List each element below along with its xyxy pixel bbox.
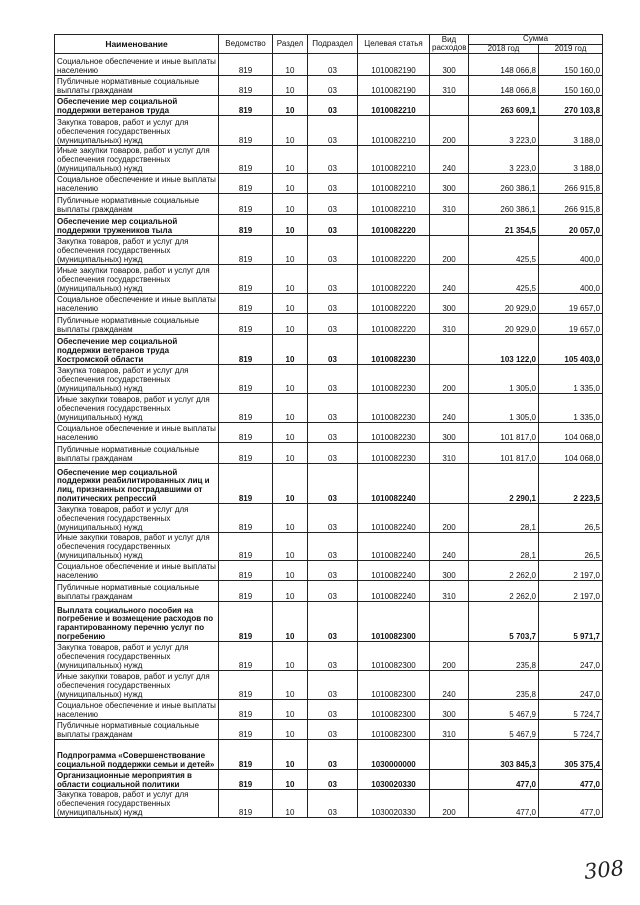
cell-subsection: 03 <box>308 365 358 394</box>
table-row <box>55 700 603 720</box>
cell-name: Закупка товаров, работ и услуг для обеспечения государственных (муниципальных) нужд <box>55 116 219 146</box>
cell-sum-2018: 28,1 <box>469 533 539 561</box>
cell-dept: 819 <box>219 770 273 790</box>
cell-subsection: 03 <box>308 215 358 236</box>
cell-sum-2019: 2 197,0 <box>539 561 603 581</box>
cell-sum-2019: 19 657,0 <box>539 314 603 335</box>
cell-subsection: 03 <box>308 423 358 443</box>
table-row <box>55 581 603 602</box>
cell-section: 10 <box>273 146 308 174</box>
cell-sum-2018: 235,8 <box>469 671 539 700</box>
cell-subsection: 03 <box>308 504 358 533</box>
cell-exp-type: 240 <box>430 146 469 174</box>
cell-name: Обеспечение мер социальной поддержки ветеранов труда Костромской области <box>55 335 219 365</box>
cell-subsection: 03 <box>308 174 358 194</box>
cell-name: Публичные нормативные социальные выплаты гражданам <box>55 194 219 215</box>
cell-section: 10 <box>273 96 308 116</box>
cell-dept: 819 <box>219 504 273 533</box>
cell-target: 1010082220 <box>358 265 430 294</box>
cell-subsection: 03 <box>308 54 358 76</box>
cell-target: 1010082210 <box>358 194 430 215</box>
table-row <box>55 770 603 790</box>
cell-sum-2019: 105 403,0 <box>539 335 603 365</box>
cell-subsection: 03 <box>308 314 358 335</box>
cell-dept: 819 <box>219 174 273 194</box>
cell-sum-2019: 26,5 <box>539 504 603 533</box>
cell-sum-2019: 20 057,0 <box>539 215 603 236</box>
cell-exp-type: 300 <box>430 294 469 314</box>
cell-exp-type: 240 <box>430 671 469 700</box>
cell-sum-2018: 303 845,3 <box>469 740 539 770</box>
cell-sum-2018: 5 467,9 <box>469 720 539 740</box>
cell-dept: 819 <box>219 443 273 464</box>
cell-sum-2018: 477,0 <box>469 770 539 790</box>
cell-sum-2019: 400,0 <box>539 236 603 265</box>
cell-sum-2018: 103 122,0 <box>469 335 539 365</box>
cell-name: Организационные мероприятия в области социальной политики <box>55 770 219 790</box>
cell-section: 10 <box>273 54 308 76</box>
table-row <box>55 790 603 818</box>
cell-section: 10 <box>273 215 308 236</box>
cell-name: Закупка товаров, работ и услуг для обеспечения государственных (муниципальных) нужд <box>55 790 219 818</box>
cell-target: 1010082240 <box>358 581 430 602</box>
cell-section: 10 <box>273 423 308 443</box>
cell-sum-2018: 20 929,0 <box>469 294 539 314</box>
cell-sum-2019: 266 915,8 <box>539 174 603 194</box>
cell-sum-2018: 425,5 <box>469 265 539 294</box>
cell-subsection: 03 <box>308 394 358 423</box>
cell-dept: 819 <box>219 194 273 215</box>
cell-sum-2019: 5 971,7 <box>539 602 603 642</box>
table-row <box>55 265 603 294</box>
cell-section: 10 <box>273 116 308 146</box>
header-dept: Ведомство <box>219 35 273 54</box>
cell-exp-type: 310 <box>430 76 469 96</box>
cell-name: Иные закупки товаров, работ и услуг для обеспечения государственных (муниципальных) нужд <box>55 265 219 294</box>
cell-sum-2018: 2 290,1 <box>469 464 539 504</box>
cell-target: 1010082300 <box>358 671 430 700</box>
cell-exp-type: 310 <box>430 443 469 464</box>
cell-name: Обеспечение мер социальной поддержки ветеранов труда <box>55 96 219 116</box>
cell-exp-type: 200 <box>430 236 469 265</box>
cell-dept: 819 <box>219 265 273 294</box>
cell-name: Публичные нормативные социальные выплаты гражданам <box>55 314 219 335</box>
header-target: Целевая статья <box>358 35 430 54</box>
table-row <box>55 116 603 146</box>
cell-exp-type: 240 <box>430 265 469 294</box>
cell-section: 10 <box>273 394 308 423</box>
cell-sum-2019: 400,0 <box>539 265 603 294</box>
cell-subsection: 03 <box>308 335 358 365</box>
cell-exp-type: 200 <box>430 365 469 394</box>
cell-sum-2018: 260 386,1 <box>469 194 539 215</box>
cell-sum-2019: 3 188,0 <box>539 116 603 146</box>
cell-sum-2018: 260 386,1 <box>469 174 539 194</box>
cell-name: Социальное обеспечение и иные выплаты населению <box>55 423 219 443</box>
cell-subsection: 03 <box>308 464 358 504</box>
cell-dept: 819 <box>219 365 273 394</box>
cell-exp-type <box>430 602 469 642</box>
cell-section: 10 <box>273 76 308 96</box>
cell-sum-2018: 1 305,0 <box>469 365 539 394</box>
cell-subsection: 03 <box>308 533 358 561</box>
table-row <box>55 561 603 581</box>
cell-dept: 819 <box>219 54 273 76</box>
cell-exp-type: 310 <box>430 194 469 215</box>
cell-dept: 819 <box>219 602 273 642</box>
cell-target: 1010082240 <box>358 504 430 533</box>
cell-target: 1030020330 <box>358 770 430 790</box>
cell-subsection: 03 <box>308 671 358 700</box>
table-row <box>55 671 603 700</box>
cell-target: 1010082300 <box>358 700 430 720</box>
cell-subsection: 03 <box>308 790 358 818</box>
cell-sum-2019: 1 335,0 <box>539 365 603 394</box>
cell-exp-type: 240 <box>430 533 469 561</box>
cell-name: Публичные нормативные социальные выплаты гражданам <box>55 720 219 740</box>
cell-sum-2018: 28,1 <box>469 504 539 533</box>
cell-dept: 819 <box>219 790 273 818</box>
table-row <box>55 504 603 533</box>
cell-target: 1010082220 <box>358 314 430 335</box>
table-row <box>55 335 603 365</box>
cell-target: 1010082190 <box>358 54 430 76</box>
cell-sum-2019: 2 223,5 <box>539 464 603 504</box>
cell-section: 10 <box>273 671 308 700</box>
cell-section: 10 <box>273 194 308 215</box>
cell-target: 1010082240 <box>358 561 430 581</box>
cell-exp-type <box>430 335 469 365</box>
cell-sum-2019: 247,0 <box>539 642 603 671</box>
cell-sum-2019: 5 724,7 <box>539 700 603 720</box>
cell-sum-2019: 477,0 <box>539 770 603 790</box>
cell-dept: 819 <box>219 423 273 443</box>
cell-dept: 819 <box>219 581 273 602</box>
table-row <box>55 740 603 770</box>
cell-exp-type: 300 <box>430 423 469 443</box>
cell-name: Публичные нормативные социальные выплаты гражданам <box>55 443 219 464</box>
cell-subsection: 03 <box>308 146 358 174</box>
cell-name: Социальное обеспечение и иные выплаты населению <box>55 54 219 76</box>
cell-section: 10 <box>273 770 308 790</box>
header-section: Раздел <box>273 35 308 54</box>
header-year-2019: 2019 год <box>539 44 603 54</box>
cell-dept: 819 <box>219 533 273 561</box>
cell-name: Закупка товаров, работ и услуг для обеспечения государственных (муниципальных) нужд <box>55 504 219 533</box>
cell-section: 10 <box>273 790 308 818</box>
cell-name: Иные закупки товаров, работ и услуг для обеспечения государственных (муниципальных) нужд <box>55 671 219 700</box>
cell-dept: 819 <box>219 146 273 174</box>
cell-section: 10 <box>273 464 308 504</box>
cell-subsection: 03 <box>308 770 358 790</box>
table-row <box>55 96 603 116</box>
cell-sum-2018: 148 066,8 <box>469 54 539 76</box>
cell-exp-type: 310 <box>430 720 469 740</box>
cell-target: 1010082230 <box>358 365 430 394</box>
cell-sum-2018: 235,8 <box>469 642 539 671</box>
cell-dept: 819 <box>219 96 273 116</box>
cell-sum-2019: 150 160,0 <box>539 76 603 96</box>
cell-dept: 819 <box>219 561 273 581</box>
cell-sum-2019: 150 160,0 <box>539 54 603 76</box>
cell-dept: 819 <box>219 700 273 720</box>
cell-section: 10 <box>273 740 308 770</box>
cell-exp-type: 200 <box>430 642 469 671</box>
cell-sum-2019: 477,0 <box>539 790 603 818</box>
table-row <box>55 533 603 561</box>
cell-sum-2018: 2 262,0 <box>469 561 539 581</box>
cell-dept: 819 <box>219 464 273 504</box>
table-row <box>55 443 603 464</box>
cell-name: Обеспечение мер социальной поддержки тружеников тыла <box>55 215 219 236</box>
cell-sum-2019: 270 103,8 <box>539 96 603 116</box>
cell-target: 1010082210 <box>358 146 430 174</box>
cell-subsection: 03 <box>308 740 358 770</box>
cell-name: Закупка товаров, работ и услуг для обеспечения государственных (муниципальных) нужд <box>55 642 219 671</box>
table-row <box>55 194 603 215</box>
cell-target: 1010082230 <box>358 423 430 443</box>
table-row <box>55 146 603 174</box>
cell-exp-type: 300 <box>430 700 469 720</box>
cell-sum-2019: 104 068,0 <box>539 423 603 443</box>
cell-sum-2018: 1 305,0 <box>469 394 539 423</box>
cell-target: 1010082210 <box>358 116 430 146</box>
cell-exp-type: 300 <box>430 54 469 76</box>
cell-sum-2018: 263 609,1 <box>469 96 539 116</box>
cell-name: Социальное обеспечение и иные выплаты населению <box>55 700 219 720</box>
table-row <box>55 720 603 740</box>
cell-section: 10 <box>273 174 308 194</box>
cell-subsection: 03 <box>308 76 358 96</box>
cell-sum-2019: 1 335,0 <box>539 394 603 423</box>
table-row <box>55 464 603 504</box>
cell-sum-2018: 20 929,0 <box>469 314 539 335</box>
header-year-2018: 2018 год <box>469 44 539 54</box>
page-number: 308 <box>582 855 626 885</box>
cell-section: 10 <box>273 642 308 671</box>
cell-name: Выплата социального пособия на погребение и возмещение расходов по гарантированному перечню услуг по погребению <box>55 602 219 642</box>
cell-exp-type <box>430 464 469 504</box>
cell-sum-2019: 26,5 <box>539 533 603 561</box>
cell-dept: 819 <box>219 116 273 146</box>
cell-section: 10 <box>273 443 308 464</box>
cell-subsection: 03 <box>308 443 358 464</box>
cell-sum-2019: 3 188,0 <box>539 146 603 174</box>
cell-dept: 819 <box>219 236 273 265</box>
cell-sum-2018: 3 223,0 <box>469 146 539 174</box>
cell-exp-type: 200 <box>430 790 469 818</box>
table-row <box>55 642 603 671</box>
cell-name: Иные закупки товаров, работ и услуг для обеспечения государственных (муниципальных) нужд <box>55 146 219 174</box>
cell-sum-2018: 2 262,0 <box>469 581 539 602</box>
cell-target: 1030000000 <box>358 740 430 770</box>
table-row <box>55 174 603 194</box>
cell-exp-type <box>430 215 469 236</box>
cell-section: 10 <box>273 561 308 581</box>
cell-target: 1010082210 <box>358 96 430 116</box>
cell-dept: 819 <box>219 642 273 671</box>
cell-target: 1010082220 <box>358 236 430 265</box>
cell-sum-2019: 2 197,0 <box>539 581 603 602</box>
table-row <box>55 423 603 443</box>
cell-name: Социальное обеспечение и иные выплаты населению <box>55 294 219 314</box>
cell-subsection: 03 <box>308 194 358 215</box>
cell-section: 10 <box>273 294 308 314</box>
cell-exp-type: 310 <box>430 314 469 335</box>
cell-exp-type <box>430 740 469 770</box>
cell-subsection: 03 <box>308 561 358 581</box>
cell-sum-2018: 101 817,0 <box>469 443 539 464</box>
budget-table <box>54 34 603 818</box>
cell-target: 1010082220 <box>358 294 430 314</box>
cell-dept: 819 <box>219 720 273 740</box>
table-row <box>55 54 603 76</box>
header-subsection: Подраздел <box>308 35 358 54</box>
header-sum: Сумма <box>469 35 603 45</box>
cell-exp-type: 200 <box>430 116 469 146</box>
cell-sum-2018: 5 703,7 <box>469 602 539 642</box>
cell-section: 10 <box>273 335 308 365</box>
cell-section: 10 <box>273 504 308 533</box>
cell-subsection: 03 <box>308 720 358 740</box>
cell-dept: 819 <box>219 215 273 236</box>
cell-exp-type <box>430 770 469 790</box>
cell-name: Иные закупки товаров, работ и услуг для обеспечения государственных (муниципальных) нужд <box>55 533 219 561</box>
cell-section: 10 <box>273 365 308 394</box>
table-row <box>55 365 603 394</box>
table-header <box>55 35 603 54</box>
cell-sum-2019: 305 375,4 <box>539 740 603 770</box>
cell-sum-2019: 247,0 <box>539 671 603 700</box>
cell-target: 1010082210 <box>358 174 430 194</box>
cell-target: 1010082300 <box>358 642 430 671</box>
cell-section: 10 <box>273 581 308 602</box>
cell-dept: 819 <box>219 314 273 335</box>
table-row <box>55 215 603 236</box>
cell-exp-type <box>430 96 469 116</box>
table-row <box>55 314 603 335</box>
header-exp-type: Вид расходов <box>430 35 469 54</box>
cell-target: 1010082240 <box>358 533 430 561</box>
cell-sum-2018: 148 066,8 <box>469 76 539 96</box>
cell-sum-2019: 5 724,7 <box>539 720 603 740</box>
cell-sum-2018: 5 467,9 <box>469 700 539 720</box>
table-row <box>55 294 603 314</box>
cell-subsection: 03 <box>308 581 358 602</box>
cell-section: 10 <box>273 533 308 561</box>
cell-name: Публичные нормативные социальные выплаты гражданам <box>55 76 219 96</box>
cell-sum-2018: 101 817,0 <box>469 423 539 443</box>
cell-exp-type: 300 <box>430 561 469 581</box>
cell-exp-type: 310 <box>430 581 469 602</box>
cell-dept: 819 <box>219 76 273 96</box>
cell-subsection: 03 <box>308 294 358 314</box>
cell-sum-2018: 3 223,0 <box>469 116 539 146</box>
cell-dept: 819 <box>219 294 273 314</box>
cell-name: Социальное обеспечение и иные выплаты населению <box>55 561 219 581</box>
cell-target: 1030020330 <box>358 790 430 818</box>
cell-sum-2019: 104 068,0 <box>539 443 603 464</box>
cell-sum-2018: 425,5 <box>469 236 539 265</box>
cell-subsection: 03 <box>308 642 358 671</box>
cell-exp-type: 200 <box>430 504 469 533</box>
cell-dept: 819 <box>219 394 273 423</box>
cell-name: Закупка товаров, работ и услуг для обеспечения государственных (муниципальных) нужд <box>55 365 219 394</box>
cell-target: 1010082300 <box>358 720 430 740</box>
cell-target: 1010082220 <box>358 215 430 236</box>
cell-sum-2018: 477,0 <box>469 790 539 818</box>
table-row <box>55 76 603 96</box>
cell-section: 10 <box>273 602 308 642</box>
cell-name: Иные закупки товаров, работ и услуг для обеспечения государственных (муниципальных) нужд <box>55 394 219 423</box>
cell-target: 1010082230 <box>358 335 430 365</box>
cell-section: 10 <box>273 236 308 265</box>
cell-subsection: 03 <box>308 700 358 720</box>
cell-target: 1010082300 <box>358 602 430 642</box>
cell-section: 10 <box>273 700 308 720</box>
cell-subsection: 03 <box>308 96 358 116</box>
cell-name: Подпрограмма «Совершенствование социальной поддержки семьи и детей» <box>55 740 219 770</box>
cell-target: 1010082190 <box>358 76 430 96</box>
cell-target: 1010082230 <box>358 443 430 464</box>
cell-sum-2019: 266 915,8 <box>539 194 603 215</box>
cell-subsection: 03 <box>308 236 358 265</box>
cell-sum-2018: 21 354,5 <box>469 215 539 236</box>
table-row <box>55 236 603 265</box>
cell-subsection: 03 <box>308 116 358 146</box>
cell-dept: 819 <box>219 671 273 700</box>
cell-target: 1010082230 <box>358 394 430 423</box>
cell-exp-type: 240 <box>430 394 469 423</box>
table-row <box>55 394 603 423</box>
table-row <box>55 602 603 642</box>
cell-name: Закупка товаров, работ и услуг для обеспечения государственных (муниципальных) нужд <box>55 236 219 265</box>
cell-section: 10 <box>273 314 308 335</box>
cell-name: Социальное обеспечение и иные выплаты населению <box>55 174 219 194</box>
cell-name: Публичные нормативные социальные выплаты гражданам <box>55 581 219 602</box>
cell-dept: 819 <box>219 740 273 770</box>
header-name: Наименование <box>55 35 219 54</box>
cell-name: Обеспечение мер социальной поддержки реабилитированных лиц и лиц, признанных пострадавшими от политических репрессий <box>55 464 219 504</box>
cell-subsection: 03 <box>308 265 358 294</box>
cell-sum-2019: 19 657,0 <box>539 294 603 314</box>
cell-dept: 819 <box>219 335 273 365</box>
cell-section: 10 <box>273 265 308 294</box>
cell-exp-type: 300 <box>430 174 469 194</box>
table-body <box>55 54 603 818</box>
cell-subsection: 03 <box>308 602 358 642</box>
cell-section: 10 <box>273 720 308 740</box>
cell-target: 1010082240 <box>358 464 430 504</box>
